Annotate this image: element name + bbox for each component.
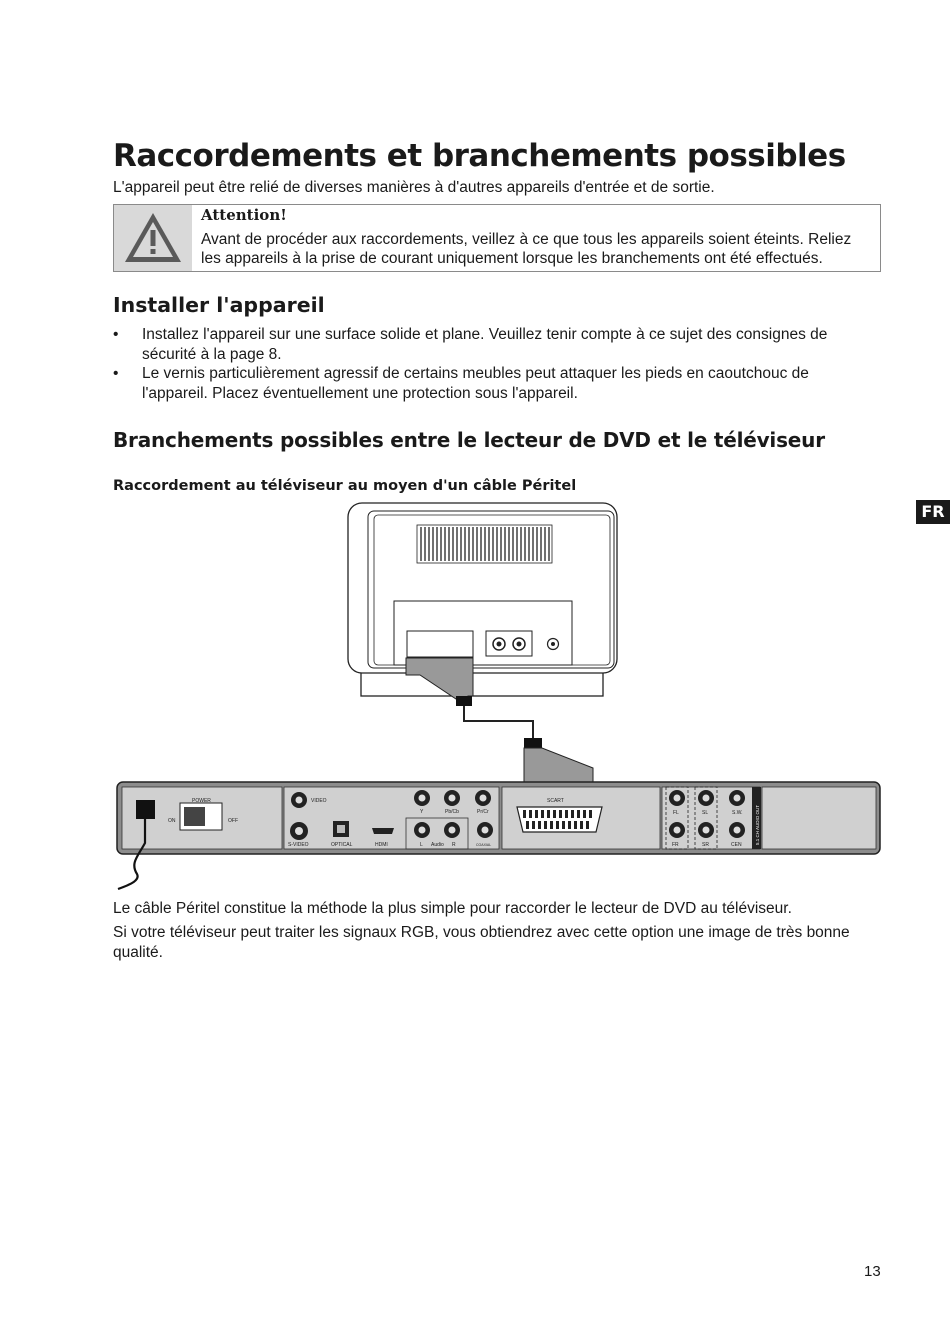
page-number: 13 — [864, 1263, 881, 1280]
label-l: L — [420, 842, 423, 848]
label-y: Y — [420, 809, 424, 815]
label-fr: FR — [672, 842, 679, 848]
label-power: POWER — [192, 798, 211, 804]
tv-dvd-scart-diagram — [110, 498, 884, 893]
label-pb: Pb/Cb — [445, 809, 459, 815]
intro-text: L'appareil peut être relié de diverses manières à d'autres appareils d'entrée et de sortie. — [113, 179, 715, 196]
list-item — [113, 325, 873, 364]
label-scart: SCART — [547, 798, 564, 804]
paragraph-rgb: Si votre téléviseur peut traiter les signaux RGB, vous obtiendrez avec cette option une image de très bonne qualité. — [113, 924, 850, 961]
label-cen: CEN — [731, 842, 742, 848]
label-hdmi: HDMI — [375, 842, 388, 848]
tv-back-illustration — [348, 503, 617, 696]
connection-diagram — [110, 498, 884, 893]
warning-box — [113, 204, 881, 272]
label-video: VIDEO — [311, 798, 327, 804]
label-svideo: S-VIDEO — [288, 842, 309, 848]
connections-heading: Branchements possibles entre le lecteur de DVD et le téléviseur — [113, 428, 825, 452]
install-heading: Installer l'appareil — [113, 293, 325, 317]
paragraph-scart-simple: Le câble Péritel constitue la méthode la plus simple pour raccorder le lecteur de DVD au téléviseur. — [113, 900, 792, 917]
label-sw: S.W. — [732, 810, 743, 816]
label-off: OFF — [228, 818, 238, 824]
page-title: Raccordements et branchements possibles — [113, 138, 846, 174]
label-optical: OPTICAL — [331, 842, 353, 848]
label-audio: Audio — [431, 842, 444, 848]
scart-subheading: Raccordement au téléviseur au moyen d'un câble Péritel — [113, 478, 577, 494]
label-5-1ch-audio-out: 5.1 CH AUDIO OUT — [755, 804, 760, 845]
bullet-text: Installez l'appareil sur une surface solide et plane. Veuillez tenir compte à ce sujet des consignes de sécurité à la page 8. — [142, 326, 828, 363]
label-on: ON — [168, 818, 176, 824]
label-sl: SL — [702, 810, 709, 816]
dvd-back-panel — [117, 782, 880, 854]
warning-text: Avant de procéder aux raccordements, veillez à ce que tous les appareils soient éteints. Reliez les appareils à la prise de courant uniquement lorsque les branchements ont été effectués. — [201, 231, 852, 267]
label-coaxial: COAXIAL — [476, 843, 492, 847]
label-fl: FL — [673, 810, 679, 816]
warning-icon-panel — [114, 205, 192, 271]
scart-cable — [464, 706, 533, 738]
install-bullet-list — [113, 325, 873, 403]
bullet-text: Le vernis particulièrement agressif de certains meubles peut attaquer les pieds en caoutchouc de l'appareil. Placez éventuellement une protection sous l'appareil. — [142, 365, 809, 402]
warning-triangle-icon — [114, 205, 192, 271]
label-sr: SR — [702, 842, 709, 848]
bullet-dot-icon: • — [113, 365, 119, 382]
label-r: R — [452, 842, 456, 848]
language-tab: FR — [916, 500, 950, 524]
warning-title: Attention! — [201, 206, 287, 224]
bullet-dot-icon: • — [113, 326, 119, 343]
list-item — [113, 364, 873, 403]
label-pr: Pr/Cr — [477, 809, 489, 815]
